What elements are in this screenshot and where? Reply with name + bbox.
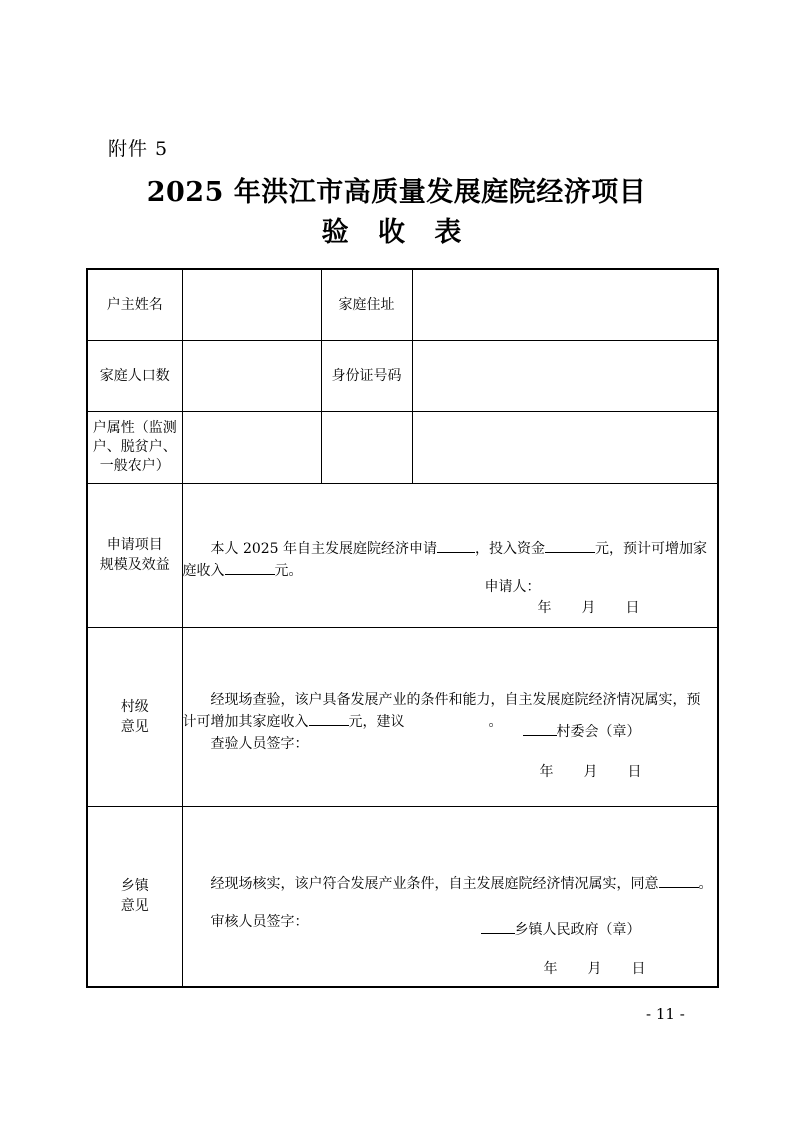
township-name-blank[interactable]	[481, 919, 515, 934]
village-text-c: 。	[488, 713, 503, 730]
township-text-a: 经现场核实，该户符合发展产业条件，自主发展庭院经济情况属实，同意	[210, 876, 659, 893]
householder-name-field[interactable]	[182, 269, 321, 340]
village-label-line1: 村级	[120, 698, 149, 715]
acceptance-form-table	[86, 268, 719, 988]
home-address-field[interactable]	[412, 269, 718, 340]
township-date-day: 日	[631, 960, 646, 977]
application-text-d: 元。	[274, 563, 303, 579]
township-date-month: 月	[587, 960, 602, 977]
application-text-a: 本人 2025 年自主发展庭院经济申请	[210, 541, 438, 557]
application-text-b: ，投入资金	[475, 541, 546, 557]
table-row	[87, 340, 718, 411]
household-type-extra-cell[interactable]	[321, 411, 412, 483]
home-address-label: 家庭住址	[321, 269, 412, 340]
expected-income-blank[interactable]	[225, 560, 275, 575]
village-opinion-content	[182, 627, 718, 806]
township-label-line2: 意见	[120, 898, 149, 915]
family-size-field[interactable]	[182, 340, 321, 411]
village-opinion-date	[540, 761, 642, 781]
application-statement	[183, 538, 718, 582]
township-government-label: 乡镇人民政府（章）	[514, 921, 641, 938]
village-date-year: 年	[539, 763, 554, 780]
family-size-label: 家庭人口数	[87, 340, 182, 411]
application-label-line2: 规模及效益	[99, 557, 170, 573]
village-date-month: 月	[583, 763, 598, 780]
township-text-b: 。	[698, 876, 713, 893]
township-opinion-statement	[183, 873, 718, 895]
village-label-line2: 意见	[120, 718, 149, 735]
table-row	[87, 269, 718, 340]
township-date-year: 年	[543, 960, 558, 977]
application-date	[538, 597, 640, 617]
village-text-b: 元，建议	[348, 713, 405, 730]
id-number-field[interactable]	[412, 340, 718, 411]
village-text-a: 经现场查验，该户具备发展产业的条件和能力，自主发展庭院经济情况属实，预计可增加其家庭收入	[182, 691, 701, 730]
application-content	[182, 483, 718, 627]
village-committee-seal	[523, 721, 641, 741]
household-type-label: 户属性（监测户、脱贫户、一般农户）	[87, 411, 182, 483]
township-reviewer-signature-label: 审核人员签字：	[210, 914, 309, 931]
application-date-month: 月	[581, 599, 596, 616]
applicant-signature-label: 申请人：	[484, 578, 541, 595]
township-opinion-date	[544, 958, 646, 978]
village-opinion-label	[87, 627, 182, 806]
application-date-day: 日	[625, 599, 640, 616]
village-inspector-signature-label: 查验人员签字：	[210, 735, 309, 752]
application-project-blank[interactable]	[437, 538, 475, 553]
township-opinion-label	[87, 806, 182, 987]
application-date-year: 年	[537, 599, 552, 616]
table-row	[87, 627, 718, 806]
village-committee-label: 村委会（章）	[556, 723, 641, 740]
table-row	[87, 806, 718, 987]
village-name-blank[interactable]	[523, 721, 557, 736]
page-number: - 11 -	[646, 1005, 685, 1023]
village-income-blank[interactable]	[309, 711, 349, 726]
application-text-c: 元，预计可增加家庭收入	[182, 541, 708, 579]
household-type-field[interactable]	[182, 411, 321, 483]
application-label-line1: 申请项目	[106, 537, 163, 553]
township-approval-blank[interactable]	[659, 873, 699, 888]
application-label	[87, 483, 182, 627]
householder-name-label: 户主姓名	[87, 269, 182, 340]
township-government-seal	[481, 919, 641, 939]
table-row	[87, 483, 718, 627]
document-title: 2025 年洪江市高质量发展庭院经济项目	[146, 177, 647, 208]
investment-amount-blank[interactable]	[545, 538, 595, 553]
document-subtitle: 验 收 表	[321, 217, 472, 248]
township-label-line1: 乡镇	[120, 878, 149, 895]
id-number-label: 身份证号码	[321, 340, 412, 411]
township-opinion-content	[182, 806, 718, 987]
attachment-label: 附件 5	[108, 138, 169, 160]
village-date-day: 日	[627, 763, 642, 780]
household-type-blank-cell	[412, 411, 718, 483]
table-row	[87, 411, 718, 483]
